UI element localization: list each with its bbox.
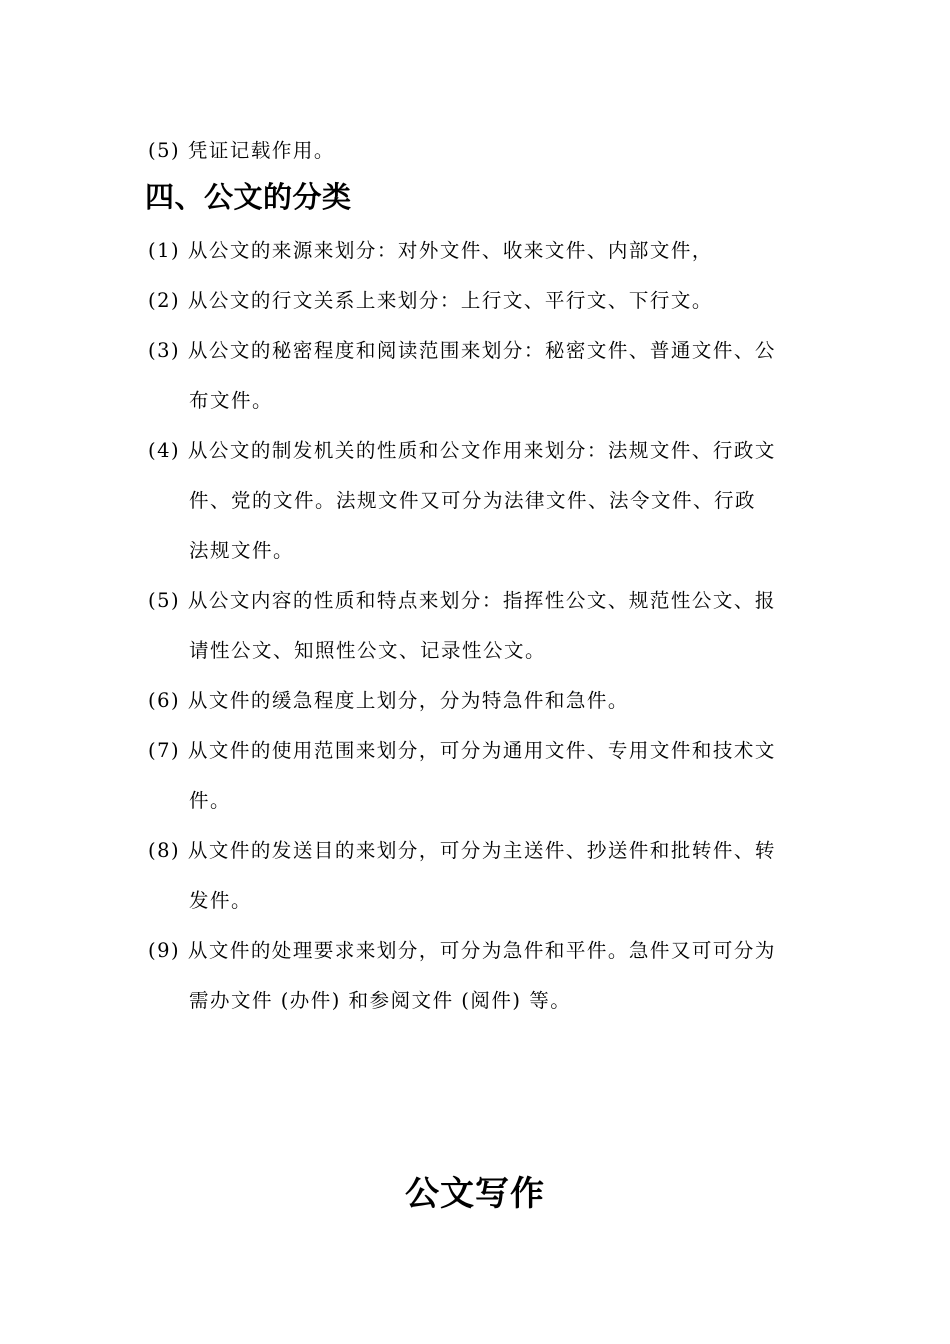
list-item-4-line-1: (4) 从公文的制发机关的性质和公文作用来划分：法规文件、行政文: [148, 439, 776, 462]
section-heading: 四、公文的分类: [145, 180, 352, 214]
list-item-5-line-1: (5) 从公文内容的性质和特点来划分：指挥性公文、规范性公文、报: [148, 589, 776, 612]
list-item-9-line-2: 需办文件 (办件) 和参阅文件 (阅件) 等。: [189, 989, 572, 1012]
list-item-3-line-2: 布文件。: [189, 389, 274, 412]
page-title: 公文写作: [405, 1174, 545, 1214]
list-item-7-line-2: 件。: [189, 789, 232, 812]
list-item-1-line-1: (1) 从公文的来源来划分：对外文件、收来文件、内部文件，: [148, 239, 713, 262]
list-item-4-line-2: 件、党的文件。法规文件又可分为法律文件、法令文件、行政: [189, 489, 757, 512]
list-item-7-line-1: (7) 从文件的使用范围来划分，可分为通用文件、专用文件和技术文: [148, 739, 776, 762]
list-item-3-line-1: (3) 从公文的秘密程度和阅读范围来划分：秘密文件、普通文件、公: [148, 339, 776, 362]
list-item-9-line-1: (9) 从文件的处理要求来划分，可分为急件和平件。急件又可可分为: [148, 939, 776, 962]
list-item-5-line-2: 请性公文、知照性公文、记录性公文。: [189, 639, 547, 662]
list-item-4-line-3: 法规文件。: [189, 539, 295, 562]
list-item-2-line-1: (2) 从公文的行文关系上来划分：上行文、平行文、下行文。: [148, 289, 713, 312]
list-item-8-line-2: 发件。: [189, 889, 253, 912]
list-item-6-line-1: (6) 从文件的缓急程度上划分，分为特急件和急件。: [148, 689, 629, 712]
list-item-8-line-1: (8) 从文件的发送目的来划分，可分为主送件、抄送件和批转件、转: [148, 839, 776, 862]
list-item-top: (5) 凭证记载作用。: [148, 139, 335, 162]
